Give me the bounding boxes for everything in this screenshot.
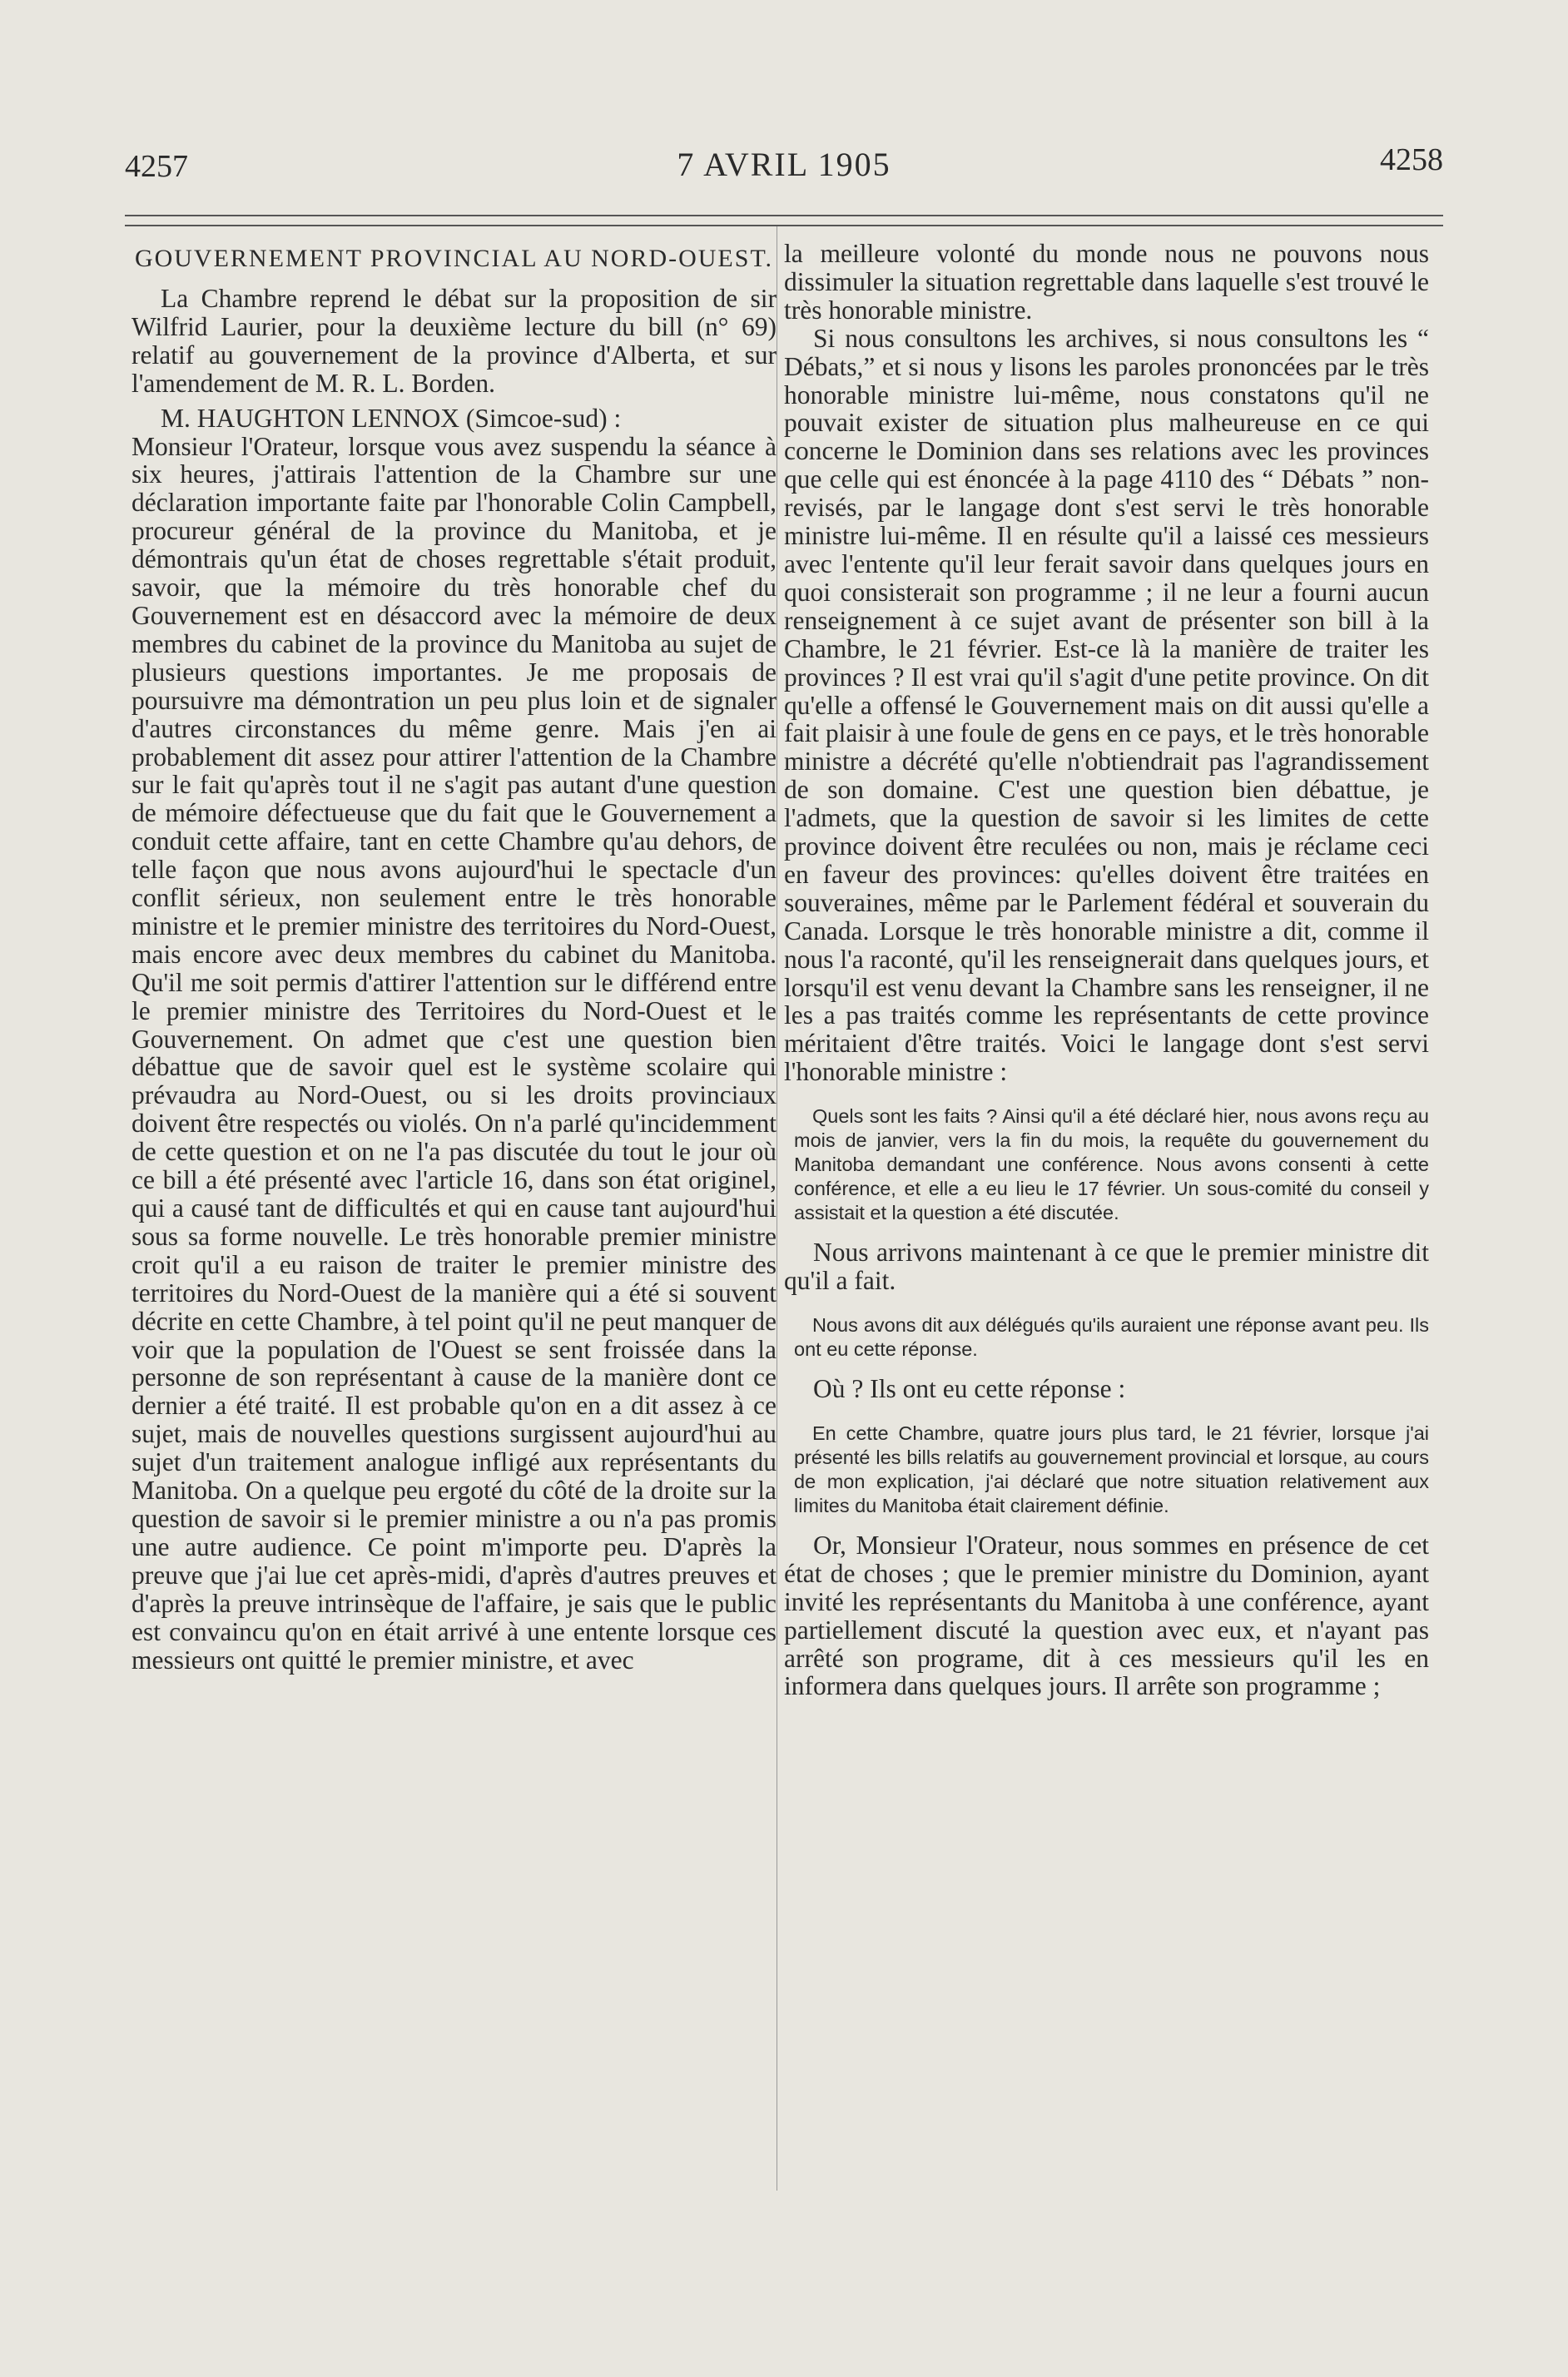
page-header [125,141,1443,200]
paragraph: Monsieur l'Orateur, lorsque vous avez suspendu la séance à six heures, j'attirais l'attention de la Chambre sur une déclaration importante faite par l'honorable Colin Campbell, procureur général de la province du Manitoba, et je démontrais qu'un état de choses regrettable s'était produit, savoir, que la mémoire du très honorable chef du Gouvernement est en désaccord avec la mémoire de deux membres du cabinet de la province du Manitoba au sujet de plusieurs questions importantes. Je me proposais de poursuivre ma démontration un peu plus loin et de signaler d'autres circonstances du même genre. Mais j'en ai probablement dit assez pour attirer l'attention de la Chambre sur le fait qu'après tout il ne s'agit pas autant d'une question de mémoire défectueuse que du fait que le Gouvernement a conduit cette affaire, tant en cette Chambre qu'au dehors, de telle façon que nous avons aujourd'hui le spectacle d'un conflit sérieux, non seulement entre le très honorable ministre et le premier ministre des territoires du Nord-Ouest, mais encore avec deux membres du cabinet du Manitoba. Qu'il me soit permis d'attirer l'attention sur le différend entre le premier ministre des Territoires du Nord-Ouest et le Gouvernement. On admet que c'est une question bien débattue que de savoir quel est le système scolaire qui prévaudra au Nord-Ouest, ou si les droits provinciaux doivent être respectés ou violés. On n'a parlé qu'incidemment de cette question et on ne l'a pas discutée du tout le jour où ce bill a été présenté avec l'article 16, dans son état originel, qui a causé tant de difficultés et qui en cause tant aujourd'hui sous sa forme nouvelle. Le très honorable premier ministre croit qu'il a eu raison de traiter le premier ministre des territoires du Nord-Ouest de la manière qui a été si souvent décrite en cette Chambre, à tel point qu'il ne peut manquer de voir que la population de l'Ouest se sent froissée dans la personne de son représentant à cause de la manière dont ce dernier a été traité. Il est probable qu'on en a dit assez à ce sujet, mais de nouvelles questions surgissent aujourd'hui au sujet d'un traitement analogue infligé aux représentants du Manitoba. On a quelque peu ergoté du côté de la droite sur la question de savoir si le premier ministre a ou n'a pas promis une autre audience. Ce point m'importe peu. D'après la preuve que j'ai lue cet après-midi, d'après d'autres preuves et d'après la preuve intrinsèque de l'affaire, je sais que le public est convaincu qu'on en était arrivé à une entente lorsque ces messieurs ont quitté le premier ministre, et avec [131,431,777,1675]
paragraph: Si nous consultons les archives, si nous consultons les “ Débats,” et si nous y lisons les paroles prononcées par le très honorable ministre lui-même, nous constatons qu'il ne pouvait exister de situation plus malheureuse en ce qui concerne le Dominion dans ses relations avec les provinces que celle qui est énoncée à la page 4110 des “ Débats ” non-revisés, par le langage dont s'est servi le très honorable ministre lui-même. Il en résulte qu'il a laissé ces messieurs avec l'entente qu'il leur ferait savoir dans quelques jours en quoi consisterait son programme ; il ne leur a fourni aucun renseignement à ce sujet avant de présenter son bill à la Chambre, le 21 février. Est-ce là la manière de traiter les provinces ? Il est vrai qu'il s'agit d'une petite province. On dit qu'elle a offensé le Gouvernement mais on dit aussi qu'elle a fait plaisir à une foule de gens en ce pays, et le très honorable ministre a décrété qu'elle n'obtiendrait pas l'agrandissement de son domaine. C'est une question bien débattue, je l'admets, que la question de savoir si les limites de cette province doivent être reculées ou non, mais je réclame ceci en faveur des provinces: qu'elles doivent être traitées en souveraines, même par le Parlement fédéral et souverain du Canada. Lorsque le très honorable ministre a dit, comme il nous l'a raconté, qu'il les renseignerait dans quelques jours, et lorsqu'il est venu devant la Chambre sans les renseigner, il ne les a pas traités comme les représentants de cette province méritaient d'être traités. Voici le langage dont s'est servi l'honorable ministre : [784,323,1430,1087]
page-number-left: 4257 [125,149,188,184]
paragraph: Nous arrivons maintenant à ce que le premier ministre dit qu'il a fait. [784,1238,1429,1296]
header-rule [125,215,1443,216]
left-column [131,240,777,1674]
page-number-right: 4258 [1380,142,1443,177]
quotation: Nous avons dit aux délégués qu'ils auraient une réponse avant peu. Ils ont eu cette réponse. [794,1314,1429,1360]
speaker-line: M. HAUGHTON LENNOX (Simcoe-sud) : [161,403,622,433]
quotation: Quels sont les faits ? Ainsi qu'il a été déclaré hier, nous avons reçu au mois de janvier, vers la fin du mois, la requête du gouvernement du Manitoba demandant une conférence. Nous avons consenti à cette conférence, et elle a eu lieu le 17 février. Un sous-comité du conseil y assistait et la question a été discutée. [794,1105,1429,1224]
section-heading: GOUVERNEMENT PROVINCIAL AU NORD-OUEST. [134,245,774,272]
header-rule-double [125,225,1443,226]
paragraph: Or, Monsieur l'Orateur, nous sommes en présence de cet état de choses ; que le premier ministre du Dominion, ayant invité les représentants du Manitoba à une conférence, ayant partiellement discuté la question avec eux, et n'ayant pas arrêté son programe, dit à ces messieurs qu'il les en informera dans quelques jours. Il arrête son programme ; [784,1530,1429,1701]
paragraph: La Chambre reprend le débat sur la proposition de sir Wilfrid Laurier, pour la deuxième lecture du bill (n° 69) relatif au gouvernement de la province d'Alberta, et sur l'amendement de M. R. L. Borden. [131,284,777,398]
paragraph: Où ? Ils ont eu cette réponse : [813,1374,1126,1403]
paragraph: la meilleure volonté du monde nous ne pouvons nous dissimuler la situation regrettable dans laquelle s'est trouvé le très honorable ministre. [784,239,1429,325]
quotation: En cette Chambre, quatre jours plus tard, le 21 février, lorsque j'ai présenté les bills relatifs au gouvernement provincial et lorsque, au cours de mon explication, j'ai déclaré que notre situation relativement aux limites du Manitoba était clairement définie. [794,1422,1429,1516]
page-date: 7 AVRIL 1905 [677,146,891,183]
right-column [784,240,1429,1700]
